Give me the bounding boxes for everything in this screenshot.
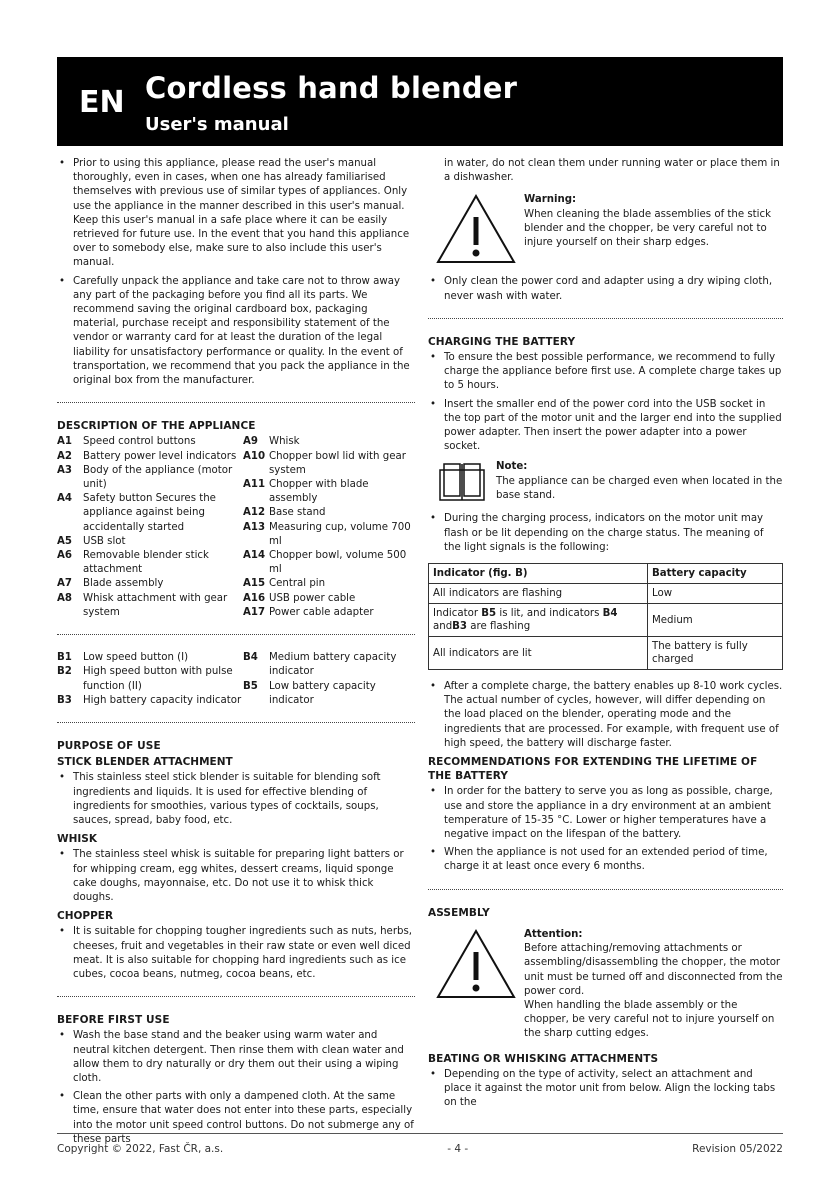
section-heading-description: DESCRIPTION OF THE APPLIANCE: [57, 420, 256, 433]
warning-title: Warning:: [524, 194, 577, 206]
warning-text: When cleaning the blade assemblies of the stick blender and the chopper, be very careful not to injure yourself on their sharp edges.: [524, 208, 771, 249]
section-heading-charging: CHARGING THE BATTERY: [428, 335, 576, 348]
list-item: • After a complete charge, the battery enables up 8-10 work cycles. The actual number of cycles, however, will differ depending on the load placed on the blender, operating mode and the ingredients that are processed. For example, with frequent use of high speed, the battery will discharge faster.: [428, 680, 783, 751]
list-item: • Prior to using this appliance, please read the user's manual thoroughly, even in cases, when one has already familiarised themselves with previous use of similar types of appliances. Only use the appliance in the manner described in this user's manual. Keep this user's manual in a safe place where it can be easily retrieved for future use. In the event that you hand this appliance over to somebody else, make sure to also include this user's manual.: [57, 157, 415, 271]
part-item: A13 Measuring cup, volume 700 ml: [243, 521, 411, 547]
table-row: [429, 637, 783, 670]
warning-triangle-icon: [428, 193, 524, 265]
language-code: EN: [79, 85, 125, 120]
list-item: • Insert the smaller end of the power cord into the USB socket in the top part of the motor unit and the larger end into the supplied power adapter. Then insert the power adapter into a power socket.: [428, 398, 783, 455]
part-item: B5 Low battery capacity indicator: [243, 680, 376, 706]
dotted-divider: [57, 722, 415, 723]
part-item: A10 Chopper bowl lid with gear system: [243, 450, 406, 476]
attention-text: When handling the blade assembly or the chopper, be very careful not to injure yourself on the sharp cutting edges.: [524, 999, 775, 1040]
document-subtitle: User's manual: [145, 114, 289, 135]
list-item: • This stainless steel stick blender is suitable for blending soft ingredients and liquids. It is used for effective blending of ingredients for smoothies, various types of cocktails, soups, sauces, spread, baby food, etc.: [57, 771, 415, 828]
part-item: A14 Chopper bowl, volume 500 ml: [243, 550, 407, 576]
continued-text: in water, do not clean them under running water or place them in a dishwasher.: [444, 158, 780, 184]
table-cell: Medium: [648, 604, 783, 637]
part-item: A16 USB power cable: [243, 592, 356, 604]
parts-list: [57, 435, 415, 620]
left-column: [57, 157, 415, 1151]
section-heading-before-first-use: BEFORE FIRST USE: [57, 1014, 170, 1027]
table-row: [429, 604, 783, 637]
list-item: • When the appliance is not used for an extended period of time, charge it at least once every 6 months.: [428, 846, 783, 874]
dotted-divider: [428, 318, 783, 319]
list-item: • To ensure the best possible performance, we recommend to fully charge the appliance before first use. A complete charge takes up to 5 hours.: [428, 351, 783, 394]
attention-box: [428, 928, 783, 1042]
page-header: [57, 57, 783, 146]
table-cell: The battery is fully charged: [648, 637, 783, 670]
part-item: A7 Blade assembly: [57, 578, 164, 590]
warning-triangle-icon: [428, 928, 524, 1000]
dotted-divider: [428, 889, 783, 890]
table-cell: All indicators are flashing: [429, 584, 648, 604]
note-box: [428, 460, 783, 504]
dotted-divider: [57, 996, 415, 997]
table-header: Battery capacity: [648, 564, 783, 584]
part-item: A2 Battery power level indicators: [57, 450, 237, 462]
revision: Revision 05/2022: [692, 1143, 783, 1155]
subheading-stick: STICK BLENDER ATTACHMENT: [57, 756, 233, 769]
part-item: B4 Medium battery capacity indicator: [243, 652, 397, 678]
section-heading-assembly: ASSEMBLY: [428, 906, 490, 919]
part-item: A3 Body of the appliance (motor unit): [57, 464, 233, 491]
battery-indicator-table: [428, 563, 783, 670]
table-cell: Indicator B5 is lit, and indicators B4 andB3 are flashing: [429, 604, 648, 637]
list-item: • Carefully unpack the appliance and take care not to throw away any part of the packaging before you find all its parts. We recommend saving the original cardboard box, packaging material, purchase receipt and responsibility statement of the vendor or warranty card for at least the duration of the legal liability for unsatisfactory performance or quality. In the event of transportation, we recommend that you pack the appliance in the original box from the manufacturer.: [57, 275, 415, 389]
list-item: • Only clean the power cord and adapter using a dry wiping cloth, never wash with water.: [428, 275, 783, 303]
part-item: B3 High battery capacity indicator: [57, 694, 242, 706]
attention-title: Attention:: [524, 928, 583, 940]
book-icon: [428, 460, 496, 504]
list-item: • Clean the other parts with only a dampened cloth. At the same time, ensure that water does not enter into these parts, especially into the motor unit speed control buttons. Do not submerge any of these parts: [57, 1090, 415, 1147]
subheading-whisk: WHISK: [57, 833, 97, 846]
part-item: A9 Whisk: [243, 436, 300, 448]
part-item: B2 High speed button with pulse function (II): [57, 666, 233, 692]
table-cell: All indicators are lit: [429, 637, 648, 670]
right-column: [428, 157, 783, 1114]
part-item: A17 Power cable adapter: [243, 606, 374, 618]
page-number: - 4 -: [447, 1143, 469, 1155]
part-item: A4 Safety button Secures the appliance against being accidentally started: [57, 493, 216, 533]
list-item: • It is suitable for chopping tougher ingredients such as nuts, herbs, cheeses, fruit and vegetables in their raw state or even well diced meat. It is also suitable for chopping hard ingredients such as ice cubes, cocoa beans, nutmeg, cocoa beans, etc.: [57, 925, 415, 982]
dotted-divider: [57, 634, 415, 635]
table-cell: Low: [648, 584, 783, 604]
buttons-list: [57, 651, 415, 708]
page-footer: [57, 1133, 783, 1156]
subheading-chopper: CHOPPER: [57, 910, 114, 923]
note-text: The appliance can be charged even when located in the base stand.: [496, 475, 783, 501]
section-heading-purpose: PURPOSE OF USE: [57, 739, 161, 752]
part-item: B1 Low speed button (I): [57, 652, 189, 664]
section-heading-beating: BEATING OR WHISKING ATTACHMENTS: [428, 1052, 659, 1065]
part-item: A5 USB slot: [57, 535, 126, 547]
part-item: A1 Speed control buttons: [57, 436, 196, 448]
part-item: A12 Base stand: [243, 507, 326, 519]
document-title: Cordless hand blender: [145, 71, 518, 105]
list-item: • The stainless steel whisk is suitable for preparing light batters or for whipping cream, egg whites, dessert creams, liquid sponge cake doughs, mayonnaise, etc. Do not use it to whisk thick doughs.: [57, 848, 415, 905]
section-heading-recommendations: RECOMMENDATIONS FOR EXTENDING THE LIFETIME OF THE BATTERY: [428, 756, 758, 783]
copyright: Copyright © 2022, Fast ČR, a.s.: [57, 1143, 224, 1155]
part-item: A8 Whisk attachment with gear system: [57, 592, 228, 618]
note-title: Note:: [496, 461, 528, 473]
warning-box: [428, 193, 783, 265]
table-header: Indicator (fig. B): [429, 564, 648, 584]
table-row: [429, 584, 783, 604]
part-item: A11 Chopper with blade assembly: [243, 479, 369, 505]
dotted-divider: [57, 402, 415, 403]
list-item: • In order for the battery to serve you as long as possible, charge, use and store the appliance in a dry environment at an ambient temperature of 15-35 °C. Lower or higher temperatures have a negative impact on the lifespan of the battery.: [428, 785, 783, 842]
part-item: A6 Removable blender stick attachment: [57, 550, 209, 576]
part-item: A15 Central pin: [243, 578, 326, 590]
list-item: • Wash the base stand and the beaker using warm water and neutral kitchen detergent. Then rinse them with clean water and allow them to dry naturally or dry them out their using a wiping cloth.: [57, 1029, 415, 1086]
intro-list: [57, 157, 415, 388]
list-item: • During the charging process, indicators on the motor unit may flash or be lit depending on the charge status. The meaning of the light signals is the following:: [428, 512, 783, 555]
attention-text: Before attaching/removing attachments or assembling/disassembling the chopper, the motor unit must be turned off and disconnected from the power cord.: [524, 943, 783, 997]
list-item: • Depending on the type of activity, select an attachment and place it against the motor unit from below. Align the locking tabs on the: [428, 1068, 783, 1111]
